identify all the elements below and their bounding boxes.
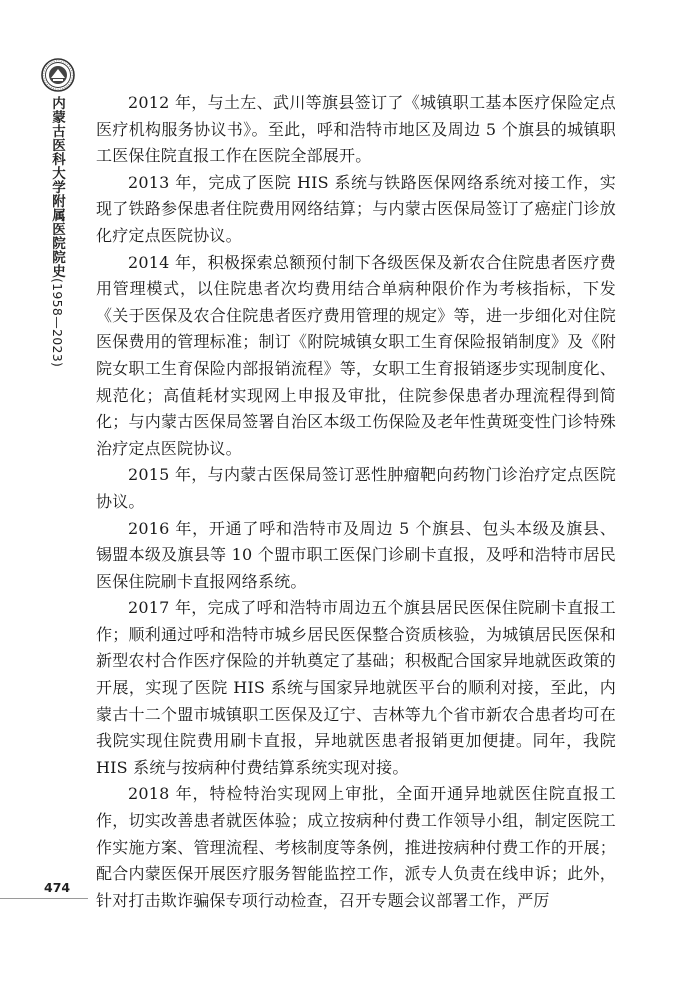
paragraph-2018: 2018 年，特检特治实现网上审批，全面开通异地就医住院直报工作，切实改善患者就医体验；成立按病种付费工作领导小组，制定医院工作实施方案、管理流程、考核制度等条例，推进按病种付费工作的开展；配合内蒙医保开展医疗服务智能监控工作，派专人负责在线申诉；此外，针对打击欺诈骗保专项行动检查，召开专题会议部署工作，严厉 bbox=[96, 784, 616, 910]
page-number: 474 bbox=[44, 880, 71, 895]
university-emblem-icon bbox=[41, 58, 75, 92]
body-text bbox=[96, 90, 616, 914]
page-number-rule bbox=[0, 898, 88, 899]
book-title: 内蒙古医科大学附属医院院史 bbox=[49, 96, 65, 278]
paragraph-2013: 2013 年，完成了医院 HIS 系统与铁路医保网络系统对接工作，实现了铁路参保患者住院费用网络结算；与内蒙古医保局签订了癌症门诊放化疗定点医院协议。 bbox=[96, 172, 616, 245]
paragraph-2015: 2015 年，与内蒙古医保局签订恶性肿瘤靶向药物门诊治疗定点医院协议。 bbox=[96, 465, 616, 511]
paragraph-2012: 2012 年，与土左、武川等旗县签订了《城镇职工基本医疗保险定点医疗机构服务协议书》。至此，呼和浩特市地区及周边 5 个旗县的城镇职工医保住院直报工作在医院全部展开。 bbox=[96, 93, 616, 166]
paragraph-2016: 2016 年，开通了呼和浩特市及周边 5 个旗县、包头本级及旗县、锡盟本级及旗县等 10 个盟市职工医保门诊刷卡直报，及呼和浩特市居民医保住院刷卡直报网络系统。 bbox=[96, 518, 616, 591]
sidebar bbox=[0, 0, 88, 983]
paragraph-2014: 2014 年，积极探索总额预付制下各级医保及新农合住院患者医疗费用管理模式，以住院患者次均费用结合单病种限价作为考核指标，下发《关于医保及农合住院患者医疗费用管理的规定》等，进一步细化对住院医保费用的管理标准；制订《附院城镇女职工生育保险报销制度》及《附院女职工生育保险内部报销流程》等，女职工生育报销逐步实现制度化、规范化；高值耗材实现网上申报及审批，住院参保患者办理流程得到简化；与内蒙古医保局签署自治区本级工伤保险及老年性黄斑变性门诊特殊治疗定点医院协议。 bbox=[96, 252, 616, 458]
paragraph-2017: 2017 年，完成了呼和浩特市周边五个旗县居民医保住院刷卡直报工作；顺利通过呼和浩特市城乡居民医保整合资质核验，为城镇居民医保和新型农村合作医疗保险的并轨奠定了基础；积极配合国家异地就医政策的开展，实现了医院 HIS 系统与国家异地就医平台的顺利对接，至此，内蒙古十二个盟市城镇职工医保及辽宁、吉林等九个省市新农合患者均可在我院实现住院费用刷卡直报，异地就医患者报销更加便捷。同年，我院 HIS 系统与按病种付费结算系统实现对接。 bbox=[96, 598, 616, 777]
book-years: (1958—2023) bbox=[50, 278, 65, 368]
book-title-vertical bbox=[48, 96, 66, 367]
